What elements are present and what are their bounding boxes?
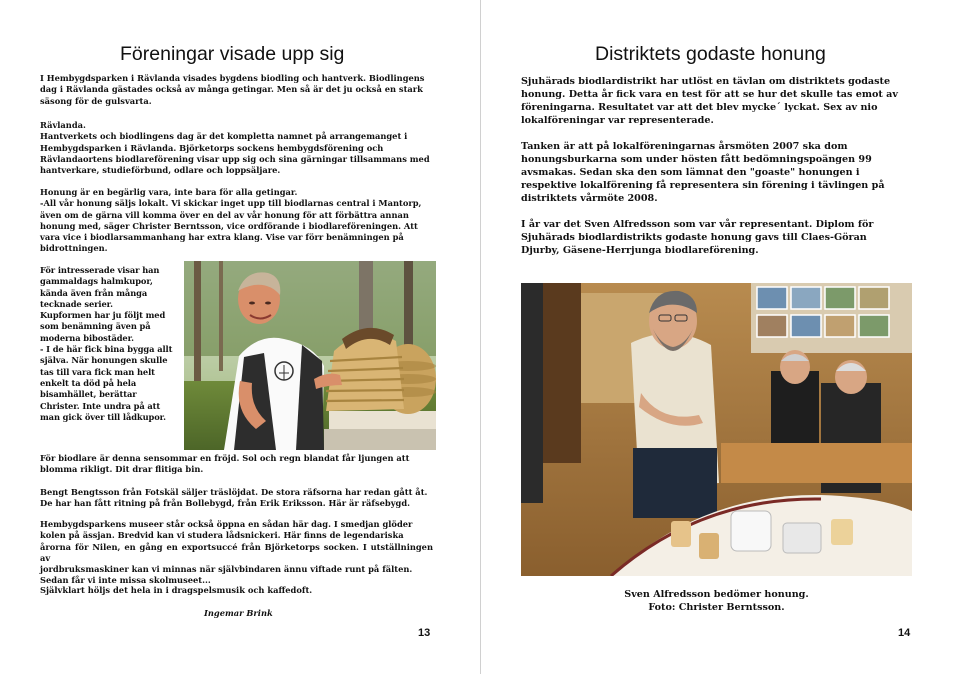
- text-line: lokalföreningar var representerade.: [521, 114, 714, 126]
- text-line: föreningarna. Resultatet var att det blev mycke´ lyckat. Sex av nio: [521, 101, 878, 113]
- page-number-left: 13: [418, 627, 431, 639]
- text-line: Djurby, Gäsene-Herrjunga biodlareförening.: [521, 244, 759, 256]
- side-column-paragraph: [40, 265, 180, 423]
- text-line: respektive lokalförening få representera sin förening i tävlingen på: [521, 179, 885, 191]
- text-line: även om de gärna vill komma över en del av vår honung för att förbättra annan: [40, 209, 409, 220]
- text-line: Hembygdsparkens museer står också öppna en sådan här dag. I smedjan glöder: [40, 519, 413, 529]
- text-line: moderna bibostäder.: [40, 332, 134, 343]
- text-line: I år var det Sven Alfredsson som var vår representant. Diplom för: [521, 219, 874, 230]
- caption-line: Sven Alfredsson bedömer honung.: [624, 589, 809, 600]
- text-line: För biodlare är denna sensommar en fröjd. Sol och regn blandat får ljungen att: [40, 453, 410, 463]
- photo-caption: [521, 589, 912, 614]
- text-line: tas till vara fick man helt: [40, 366, 155, 377]
- text-line: gammaldags halmkupor,: [40, 276, 153, 287]
- representant-paragraph: [521, 219, 912, 258]
- museer-paragraph: [40, 519, 433, 587]
- text-line: De har han fått ritning på från Bollebygd, från Erik Eriksson. Här är räfsebygd.: [40, 498, 411, 509]
- text-line: bidrottningen.: [40, 243, 108, 254]
- text-line: årorna för Nilen, en gång en exportsuccé från Björketorps socken. I utställningen av: [40, 541, 433, 563]
- text-line: honung med, säger Christer Berntsson, vice ordförande i biodlareföreningen. Att: [40, 220, 418, 231]
- text-line: Tanken är att på lokalföreningarnas årsmöten 2007 ska dom: [521, 141, 848, 152]
- left-page-title: Föreningar visade upp sig: [120, 43, 345, 65]
- text-line: Bengt Bengtsson från Fotskäl säljer träslöjdat. De stora räfsorna har redan gått åt.: [40, 487, 428, 497]
- text-line: avsmakas. Sedan ska den som lämnat den "goaste" honungen i: [521, 166, 860, 178]
- text-line: För intresserade visar han: [40, 265, 160, 275]
- text-line: I Hembygdsparken i Rävlanda visades bygdens biodling och hantverk. Biodlingens: [40, 73, 425, 83]
- text-line: bisamhället, berättar: [40, 389, 137, 400]
- text-line: dag i Rävlanda gästades också av många getingar. Men så är det ju också en stark: [40, 84, 423, 95]
- tavlan-paragraph: [521, 76, 912, 128]
- honey-tasting-photo: [521, 283, 912, 576]
- bengt-paragraph: [40, 487, 433, 510]
- text-line: Sedan får vi inte missa skolmuseet...: [40, 575, 211, 586]
- text-line: honung. Detta år fick vara en test för att se hur det skulle tas emot av: [521, 88, 898, 100]
- page-number-right: 14: [898, 627, 911, 639]
- text-line: distriktets vårmöte 2008.: [521, 192, 658, 204]
- text-line: enkelt ta död på hela: [40, 377, 137, 388]
- text-line: Hembygdsparken i Rävlanda. Björketorps sockens hembygdsförening och: [40, 142, 384, 153]
- text-line: kända även från många: [40, 287, 148, 298]
- text-line: säsong för de gulsvarta.: [40, 95, 152, 106]
- text-line: - I de här fick bina bygga allt: [40, 344, 173, 355]
- caption-line: Foto: Christer Berntsson.: [648, 601, 785, 613]
- beekeeper-skep-photo: [184, 261, 436, 450]
- text-line: kolen på ässjan. Bredvid kan vi studera lådsnickeri. Här finns de legendariska: [40, 530, 404, 541]
- text-line: Självklart höljs det hela in i dragspelsmusik och kaffedoft.: [40, 585, 313, 595]
- author-signature: Ingemar Brink: [204, 608, 273, 618]
- text-line: Sjuhärads biodlardistrikt har utlöst en tävlan om distriktets godaste: [521, 76, 891, 87]
- text-line: Kupformen har ju följt med: [40, 310, 166, 321]
- text-line: -All vår honung säljs lokalt. Vi skickar inget upp till biodlarnas central i Mantorp,: [40, 198, 422, 209]
- right-page-title: Distriktets godaste honung: [595, 43, 826, 65]
- text-line: Hantverkets och biodlingens dag är det kompletta namnet på arrangemanget i: [40, 131, 408, 142]
- text-line: Honung är en begärlig vara, inte bara för alla getingar.: [40, 187, 298, 197]
- sjalvklart-paragraph: [40, 585, 433, 596]
- text-line: Sjuhärads biodlardistrikts godaste honung gavs till Claes-Göran: [521, 231, 867, 243]
- text-line: man gick över till lådkupor.: [40, 411, 166, 422]
- text-line: själva. När honungen skulle: [40, 355, 168, 366]
- tanken-paragraph: [521, 141, 912, 206]
- text-line: Christer. Inte undra på att: [40, 400, 161, 411]
- text-line: vara vice i biodlarsammanhang har extra klang. Vise var förr benämningen på: [40, 232, 404, 243]
- honung-paragraph: [40, 187, 433, 255]
- intro-paragraph: [40, 73, 433, 107]
- text-line: jordbruksmaskiner kan vi minnas när självbindaren ännu viftade runt på fälten.: [40, 564, 413, 575]
- right-page: [481, 0, 960, 674]
- text-line: som benämning även på: [40, 321, 151, 332]
- ravlanda-paragraph: [40, 120, 433, 176]
- text-line: Rävlanda.: [40, 120, 86, 130]
- text-line: Rävlandaortens biodlareförening visar upp sig och sina gärningar tillsammans med: [40, 153, 430, 164]
- text-line: blomma rikligt. Dit drar flitiga bin.: [40, 464, 204, 475]
- text-line: tecknade serier.: [40, 298, 113, 309]
- text-line: honungsburkarna som under hösten fått bedömningspoängen 99: [521, 153, 872, 165]
- biodlare-paragraph: [40, 453, 433, 476]
- text-line: hantverkare, studieförbund, odlare och loppsäljare.: [40, 165, 281, 176]
